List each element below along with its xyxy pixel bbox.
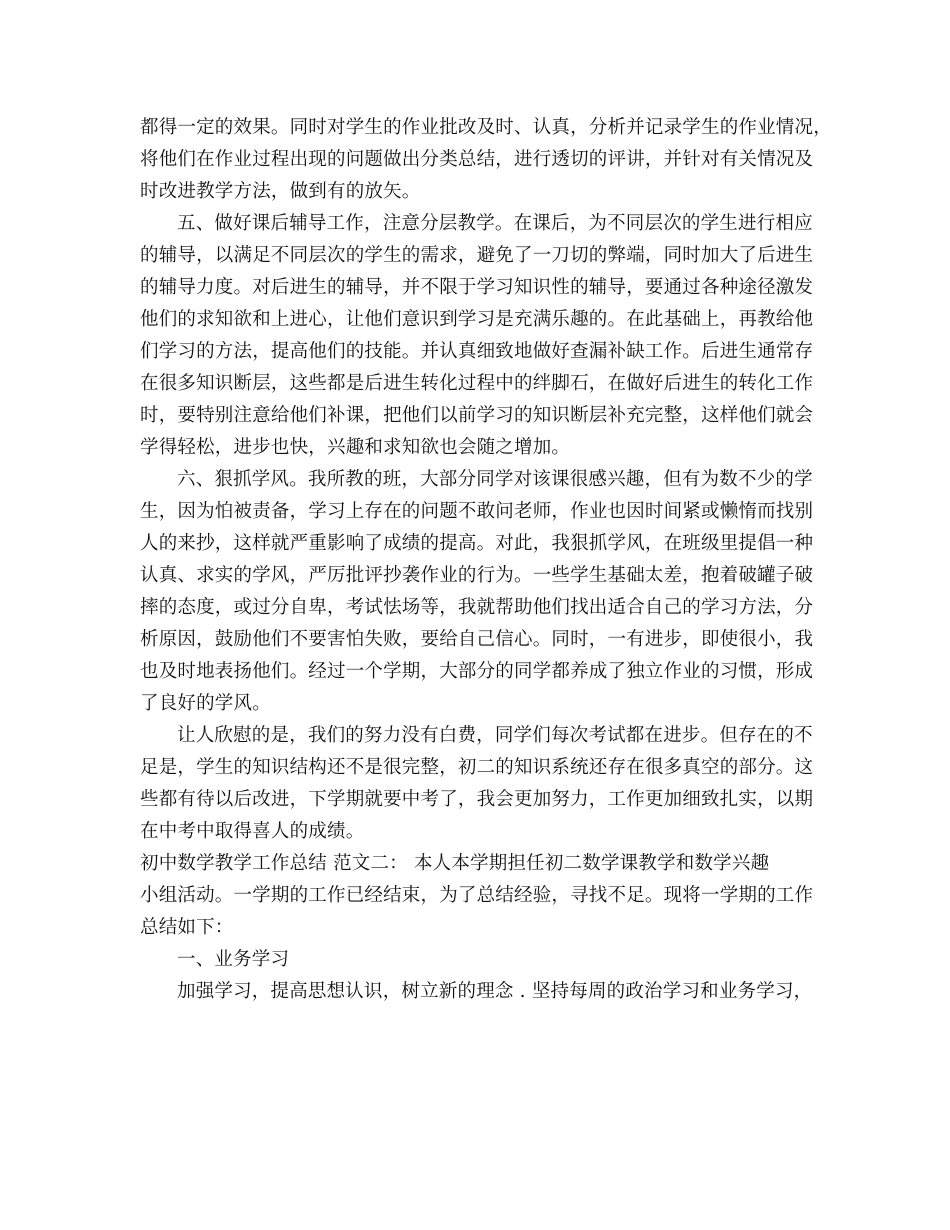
text-line: 析原因，鼓励他们不要害怕失败，要给自己信心。同时，一有进步，即使很小，我 xyxy=(140,629,814,650)
text-line: 他们的求知欲和上进心，让他们意识到学习是充满乐趣的。在此基础上，再教给他 xyxy=(140,309,814,330)
text-line: 些都有待以后改进，下学期就要中考了，我会更加努力，工作更加细致扎实，以期 xyxy=(140,789,814,810)
text-line: 时改进教学方法，做到有的放矢。 xyxy=(140,181,421,202)
text-line: 的辅导力度。对后进生的辅导，并不限于学习知识性的辅导，要通过各种途径激发 xyxy=(140,277,814,298)
text-line: 认真、求实的学风，严厉批评抄袭作业的行为。一些学生基础太差，抱着破罐子破 xyxy=(140,565,814,586)
document-page xyxy=(140,112,832,1008)
text-line: 人的来抄，这样就严重影响了成绩的提高。对此，我狠抓学风，在班级里提倡一种 xyxy=(140,533,814,554)
text-line: 也及时地表扬他们。经过一个学期，大部分的同学都养成了独立作业的习惯，形成 xyxy=(140,661,814,682)
text-line: 一、业务学习 xyxy=(177,949,290,970)
text-line: 都得一定的效果。同时对学生的作业批改及时、认真，分析并记录学生的作业情况， xyxy=(140,117,832,138)
text-line: 小组活动。一学期的工作已经结束，为了总结经验，寻找不足。现将一学期的工作 xyxy=(140,885,814,906)
text-line: 时，要特别注意给他们补课，把他们以前学习的知识断层补充完整，这样他们就会 xyxy=(140,405,814,426)
text-line: 让人欣慰的是，我们的努力没有白费，同学们每次考试都在进步。但存在的不 xyxy=(177,725,813,746)
text-line: 在很多知识断层，这些都是后进生转化过程中的绊脚石，在做好后进生的转化工作 xyxy=(140,373,814,394)
text-line: 足是，学生的知识结构还不是很完整，初二的知识系统还存在很多真空的部分。这 xyxy=(140,757,814,778)
text-line: 总结如下： xyxy=(140,917,234,938)
text-line: 在中考中取得喜人的成绩。 xyxy=(140,821,365,842)
text-line: 生，因为怕被责备，学习上存在的问题不敢问老师，作业也因时间紧或懒惰而找别 xyxy=(140,501,814,522)
text-line: 将他们在作业过程出现的问题做出分类总结，进行透切的评讲，并针对有关情况及 xyxy=(140,149,814,170)
text-line: 了良好的学风。 xyxy=(140,693,271,714)
text-line: 加强学习，提高思想认识，树立新的理念 . 坚持每周的政治学习和业务学习， xyxy=(177,981,813,1002)
text-line: 五、做好课后辅导工作，注意分层教学。在课后，为不同层次的学生进行相应 xyxy=(177,213,813,234)
text-line: 们学习的方法，提高他们的技能。并认真细致地做好查漏补缺工作。后进生通常存 xyxy=(140,341,814,362)
text-line: 初中数学教学工作总结 范文二： 本人本学期担任初二数学课教学和数学兴趣 xyxy=(140,853,770,874)
text-line: 的辅导，以满足不同层次的学生的需求，避免了一刀切的弊端，同时加大了后进生 xyxy=(140,245,814,266)
text-line: 摔的态度，或过分自卑，考试怯场等，我就帮助他们找出适合自己的学习方法，分 xyxy=(140,597,814,618)
text-line: 学得轻松，进步也快，兴趣和求知欲也会随之增加。 xyxy=(140,437,571,458)
text-line: 六、狠抓学风。我所教的班，大部分同学对该课很感兴趣，但有为数不少的学 xyxy=(177,469,813,490)
